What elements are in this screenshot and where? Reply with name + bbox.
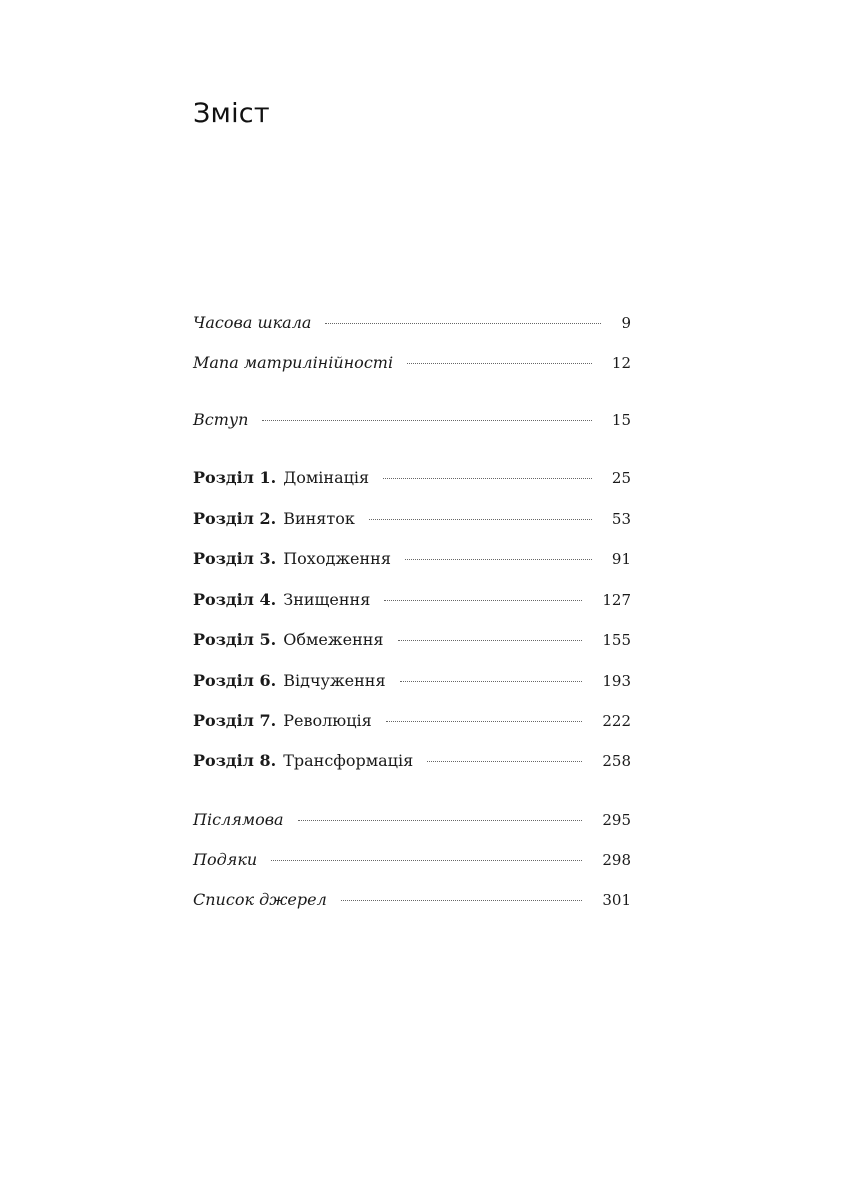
chapter-title: Трансформація <box>283 751 414 770</box>
chapter-number: Розділ 1. <box>193 468 277 487</box>
toc-entry-timeline[interactable] <box>193 313 631 337</box>
dot-leader <box>383 478 592 479</box>
chapter-number: Розділ 7. <box>193 711 277 730</box>
toc-page-number: 193 <box>602 672 631 690</box>
chapter-number: Розділ 5. <box>193 630 277 649</box>
dot-leader <box>298 820 583 821</box>
dot-leader <box>407 363 592 364</box>
toc-entry-label <box>193 630 384 649</box>
chapter-title: Виняток <box>283 509 355 528</box>
toc-entry-label: Післямова <box>193 810 284 829</box>
toc-entry-label <box>193 549 391 568</box>
toc-entry-afterword[interactable] <box>193 810 631 834</box>
toc-entry-sources[interactable] <box>193 890 631 914</box>
dot-leader <box>384 600 582 601</box>
dot-leader <box>386 721 583 722</box>
toc-entry-label <box>193 590 370 609</box>
chapter-title: Обмеження <box>283 630 384 649</box>
toc-page-number: 53 <box>611 510 631 528</box>
toc-entry-matrilineal-map[interactable] <box>193 353 631 377</box>
toc-entry-chapter-8[interactable] <box>193 751 631 775</box>
chapter-number: Розділ 6. <box>193 671 277 690</box>
toc-entry-chapter-2[interactable] <box>193 509 631 533</box>
dot-leader <box>271 860 582 861</box>
toc-entry-chapter-1[interactable] <box>193 468 631 492</box>
toc-entry-chapter-7[interactable] <box>193 711 631 735</box>
toc-entry-label <box>193 671 386 690</box>
toc-entry-label <box>193 711 372 730</box>
toc-page-number: 295 <box>602 811 631 829</box>
chapter-title: Знищення <box>283 590 371 609</box>
toc-entry-label: Список джерел <box>193 890 327 909</box>
toc-entry-label <box>193 509 355 528</box>
toc-entry-label <box>193 751 413 770</box>
chapter-number: Розділ 3. <box>193 549 277 568</box>
toc-entry-label: Вступ <box>193 410 249 429</box>
toc-page-number: 222 <box>602 712 631 730</box>
toc-entry-label: Мапа матрилінійності <box>193 353 394 372</box>
chapter-title: Походження <box>283 549 391 568</box>
toc-entry-chapter-3[interactable] <box>193 549 631 573</box>
toc-entry-chapter-5[interactable] <box>193 630 631 654</box>
chapter-number: Розділ 2. <box>193 509 277 528</box>
toc-page-number: 25 <box>611 469 631 487</box>
dot-leader <box>369 519 592 520</box>
dot-leader <box>325 323 601 324</box>
chapter-number: Розділ 8. <box>193 751 277 770</box>
toc-page-number: 301 <box>602 891 631 909</box>
toc-entry-chapter-4[interactable] <box>193 590 631 614</box>
dot-leader <box>398 640 583 641</box>
toc-page-number: 91 <box>611 550 631 568</box>
chapter-number: Розділ 4. <box>193 590 277 609</box>
toc-entry-acknowledgements[interactable] <box>193 850 631 874</box>
dot-leader <box>427 761 582 762</box>
toc-entry-chapter-6[interactable] <box>193 671 631 695</box>
toc-page-number: 298 <box>602 851 631 869</box>
dot-leader <box>341 900 583 901</box>
chapter-title: Відчуження <box>283 671 386 690</box>
chapter-title: Революція <box>283 711 372 730</box>
toc-page-number: 127 <box>602 591 631 609</box>
toc-page-number: 9 <box>621 314 631 332</box>
toc-entry-label <box>193 468 369 487</box>
page-title: Зміст <box>193 98 270 129</box>
dot-leader <box>262 420 591 421</box>
toc-page-number: 15 <box>611 411 631 429</box>
toc-entry-label: Часова шкала <box>193 313 312 332</box>
toc-entry-introduction[interactable] <box>193 410 631 434</box>
dot-leader <box>405 559 592 560</box>
toc-page-number: 155 <box>602 631 631 649</box>
toc-page-number: 12 <box>611 354 631 372</box>
toc-entry-label: Подяки <box>193 850 258 869</box>
dot-leader <box>400 681 583 682</box>
toc-page-number: 258 <box>602 752 631 770</box>
chapter-title: Домінація <box>283 468 370 487</box>
